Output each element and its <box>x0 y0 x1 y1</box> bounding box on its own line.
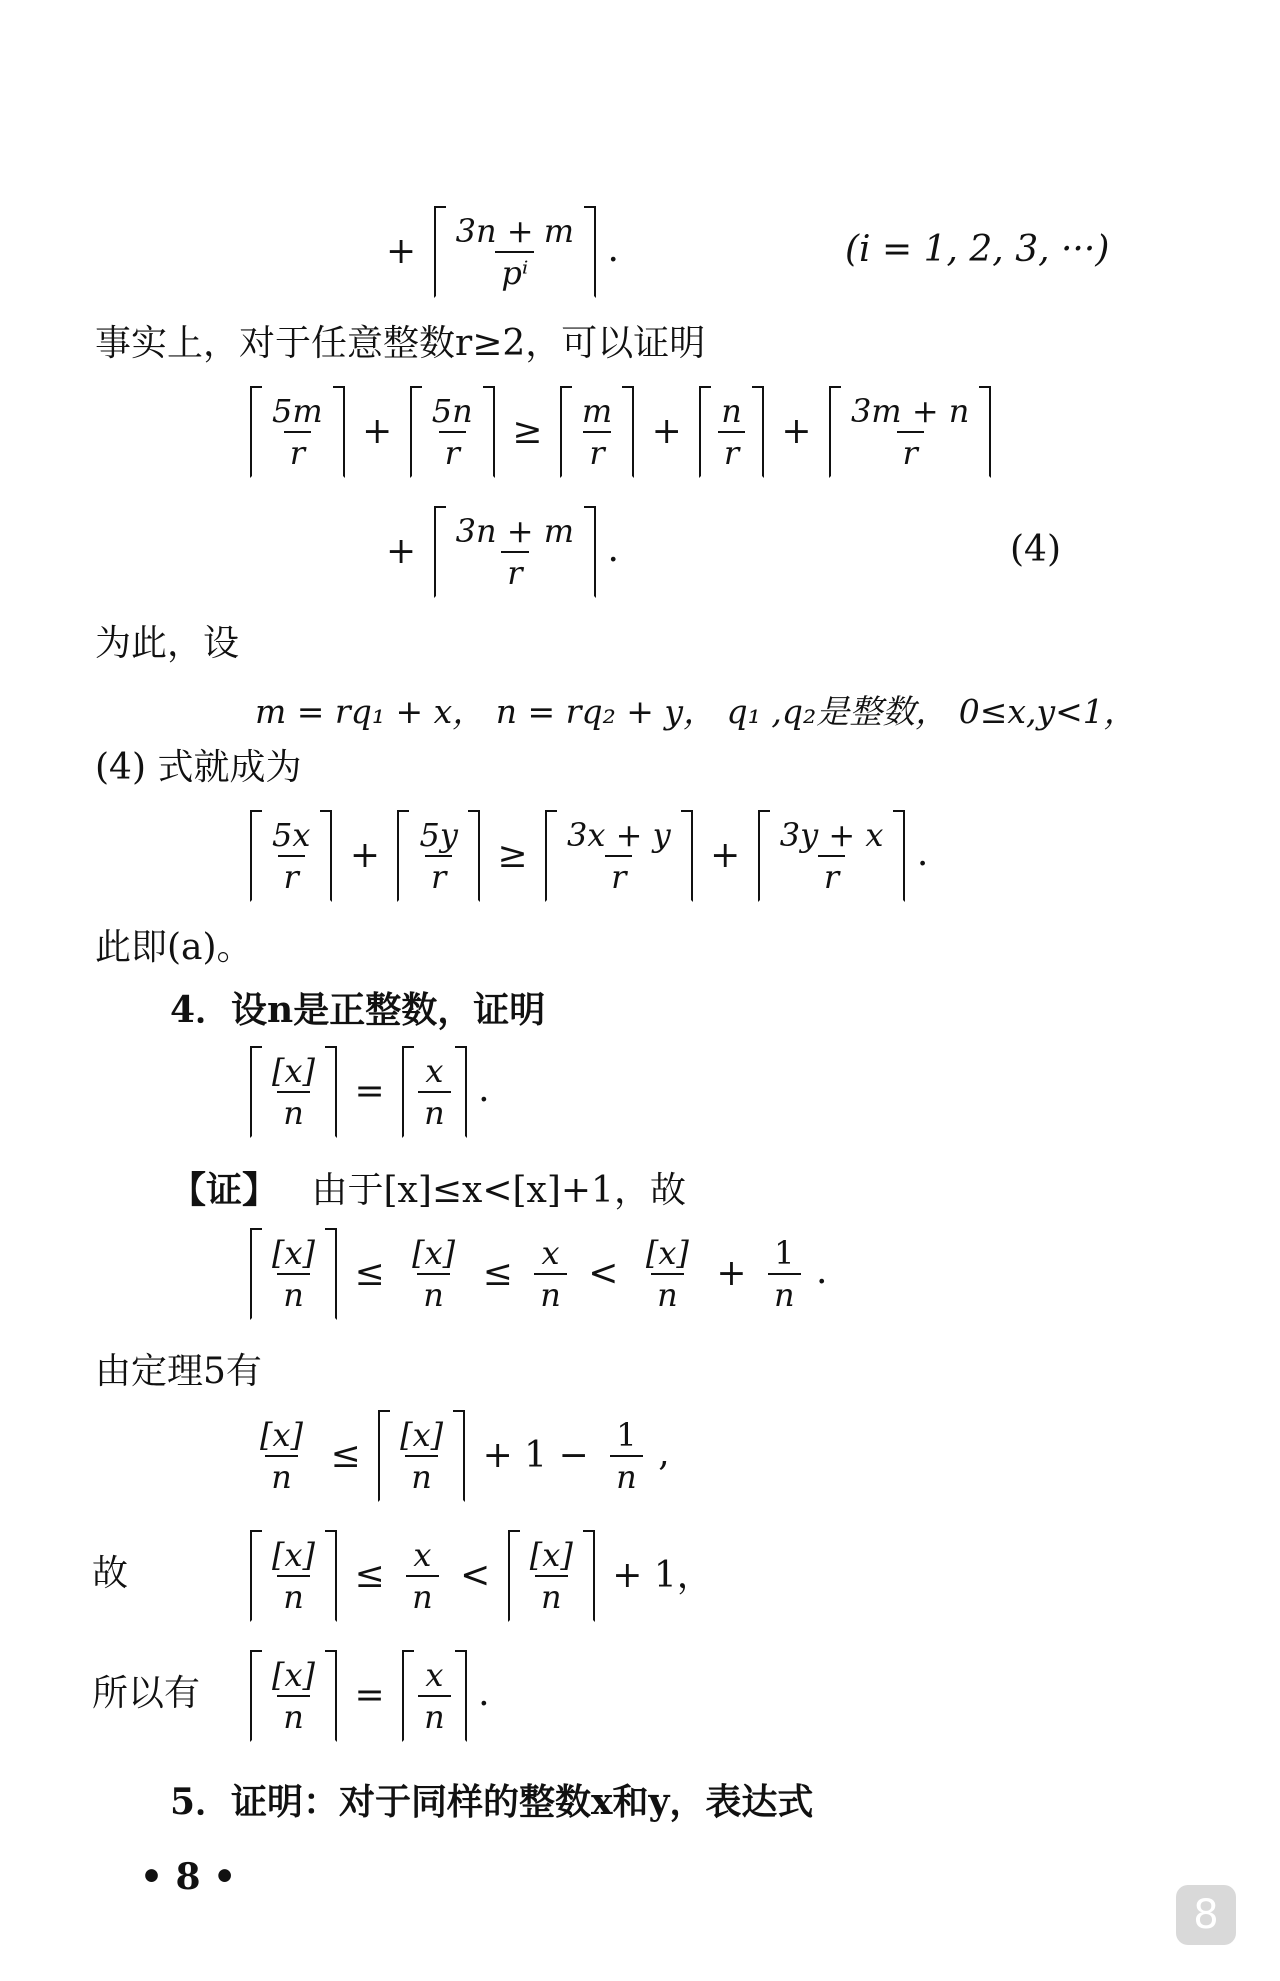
equation-problem-4 <box>250 1046 490 1138</box>
equation-4-line2 <box>380 506 619 598</box>
fraction-denominator: n <box>405 1455 438 1497</box>
fraction-denominator: n <box>406 1575 439 1617</box>
index-condition: (i = 1, 2, 3, ···) <box>845 229 1110 270</box>
fraction-numerator: x <box>413 1536 432 1574</box>
fraction-numerator: 5x <box>272 816 311 854</box>
plus-sign: + <box>781 411 812 452</box>
fraction-denominator: r <box>439 431 466 473</box>
equation-top <box>380 206 619 298</box>
plus-sign: + <box>362 411 393 452</box>
fraction-denominator: n <box>277 1273 310 1315</box>
fraction-denominator: r <box>897 431 924 473</box>
fraction-denominator: r <box>605 855 632 897</box>
geq-sign: ≥ <box>512 411 543 452</box>
fraction-denominator: n <box>534 1273 567 1315</box>
paragraph-text: 此即(a)。 <box>95 927 253 968</box>
suoyi-label: 所以有 <box>92 1673 201 1714</box>
period: . <box>478 1673 490 1714</box>
fraction-numerator: x <box>425 1656 444 1694</box>
fraction-numerator: 3x + y <box>567 816 671 854</box>
gu-label: 故 <box>92 1553 129 1594</box>
fraction-numerator: [x] <box>400 1416 444 1454</box>
fraction-denominator: n <box>418 1091 451 1133</box>
fraction-denominator: r <box>501 551 528 593</box>
period: . <box>607 229 619 270</box>
leq-sign: ≤ <box>354 1555 385 1596</box>
leq-sign: ≤ <box>330 1435 361 1476</box>
equation-theorem-5 <box>250 1410 670 1502</box>
equals-sign: = <box>354 1071 385 1112</box>
fraction-numerator: 3y + x <box>779 816 884 854</box>
proof-label: 【证】 <box>170 1169 279 1211</box>
paragraph-text: 由定理5有 <box>95 1351 262 1392</box>
fraction-numerator: x <box>541 1234 560 1272</box>
equation-tail: + 1 − <box>482 1435 589 1476</box>
fraction-numerator: [x] <box>272 1656 316 1694</box>
fraction-denominator: n <box>277 1091 310 1133</box>
floor-bracket <box>434 206 596 298</box>
fraction-numerator: [x] <box>272 1052 316 1090</box>
geq-sign: ≥ <box>497 835 528 876</box>
substitution-line: m = rq₁ + x， n = rq₂ + y， q₁ ,q₂是整数， 0≤x,y<1， <box>255 692 1137 731</box>
fraction-numerator: m <box>581 392 613 430</box>
plus-sign: + <box>716 1253 747 1294</box>
fraction-numerator: 3n + m <box>455 212 575 250</box>
fraction-numerator: [x] <box>645 1234 689 1272</box>
fraction-numerator: [x] <box>260 1416 304 1454</box>
problem-4-statement: 4．设n是正整数，证明 <box>170 989 546 1031</box>
fraction-denominator: r <box>278 855 305 897</box>
fraction-denominator: r <box>425 855 452 897</box>
comma: , <box>658 1433 670 1474</box>
fraction-denominator: n <box>418 1695 451 1737</box>
fraction-denominator: r <box>718 431 745 473</box>
fraction-numerator: 5m <box>272 392 323 430</box>
equation-tail: + 1， <box>612 1555 713 1596</box>
fraction-numerator: 3n + m <box>455 512 575 550</box>
fraction-denominator: n <box>277 1575 310 1617</box>
equation-conclusion <box>250 1650 490 1742</box>
leq-sign: ≤ <box>354 1253 385 1294</box>
fraction-denominator: r <box>818 855 845 897</box>
paragraph-text: (4) 式就成为 <box>95 747 302 788</box>
page-number: • 8 • <box>140 1856 237 1898</box>
fraction-denominator: r <box>284 431 311 473</box>
equals-sign: = <box>354 1675 385 1716</box>
fraction-denominator: n <box>768 1273 801 1315</box>
fraction-numerator: [x] <box>272 1536 316 1574</box>
fraction-numerator: 5y <box>419 816 458 854</box>
paragraph-text: 为此，设 <box>95 623 240 664</box>
equation-therefore <box>250 1530 719 1622</box>
fraction-numerator: [x] <box>529 1536 573 1574</box>
equation-number: (4) <box>1010 529 1061 570</box>
equation-4-line1 <box>250 386 991 478</box>
period: . <box>816 1251 828 1292</box>
fraction-denominator: pⁱ <box>495 251 534 293</box>
fraction-numerator: [x] <box>272 1234 316 1272</box>
plus-sign: + <box>651 411 682 452</box>
period: . <box>916 833 929 874</box>
fraction-numerator: 3m + n <box>850 392 970 430</box>
fraction-denominator: n <box>265 1455 298 1497</box>
fraction-numerator: n <box>721 392 742 430</box>
lt-sign: < <box>460 1555 491 1596</box>
fraction-denominator: n <box>610 1455 643 1497</box>
period: . <box>607 529 619 570</box>
fraction-numerator: 1 <box>616 1416 637 1454</box>
lt-sign: < <box>588 1253 619 1294</box>
leq-sign: ≤ <box>482 1253 513 1294</box>
paragraph-text: 事实上，对于任意整数r≥2，可以证明 <box>95 323 706 364</box>
plus-sign: + <box>349 835 381 876</box>
fraction-denominator: n <box>277 1695 310 1737</box>
fraction-denominator: n <box>417 1273 450 1315</box>
fraction-numerator: [x] <box>412 1234 456 1272</box>
fraction-numerator: 1 <box>774 1234 795 1272</box>
plus-sign: + <box>386 231 417 272</box>
fraction-numerator: 5n <box>431 392 473 430</box>
equation-xy <box>250 810 928 902</box>
plus-sign: + <box>386 531 417 572</box>
page-indicator-badge[interactable]: 8 <box>1176 1885 1236 1945</box>
proof-intro <box>170 1168 686 1213</box>
fraction-denominator: n <box>535 1575 568 1617</box>
fraction-denominator: r <box>583 431 610 473</box>
fraction-numerator: x <box>425 1052 444 1090</box>
plus-sign: + <box>710 835 741 876</box>
fraction-denominator: n <box>651 1273 684 1315</box>
problem-5-statement: 5．证明：对于同样的整数x和y，表达式 <box>170 1781 814 1823</box>
proof-text: 由于[x]≤x<[x]+1，故 <box>311 1170 686 1211</box>
period: . <box>478 1069 490 1110</box>
equation-proof-1 <box>250 1228 827 1320</box>
